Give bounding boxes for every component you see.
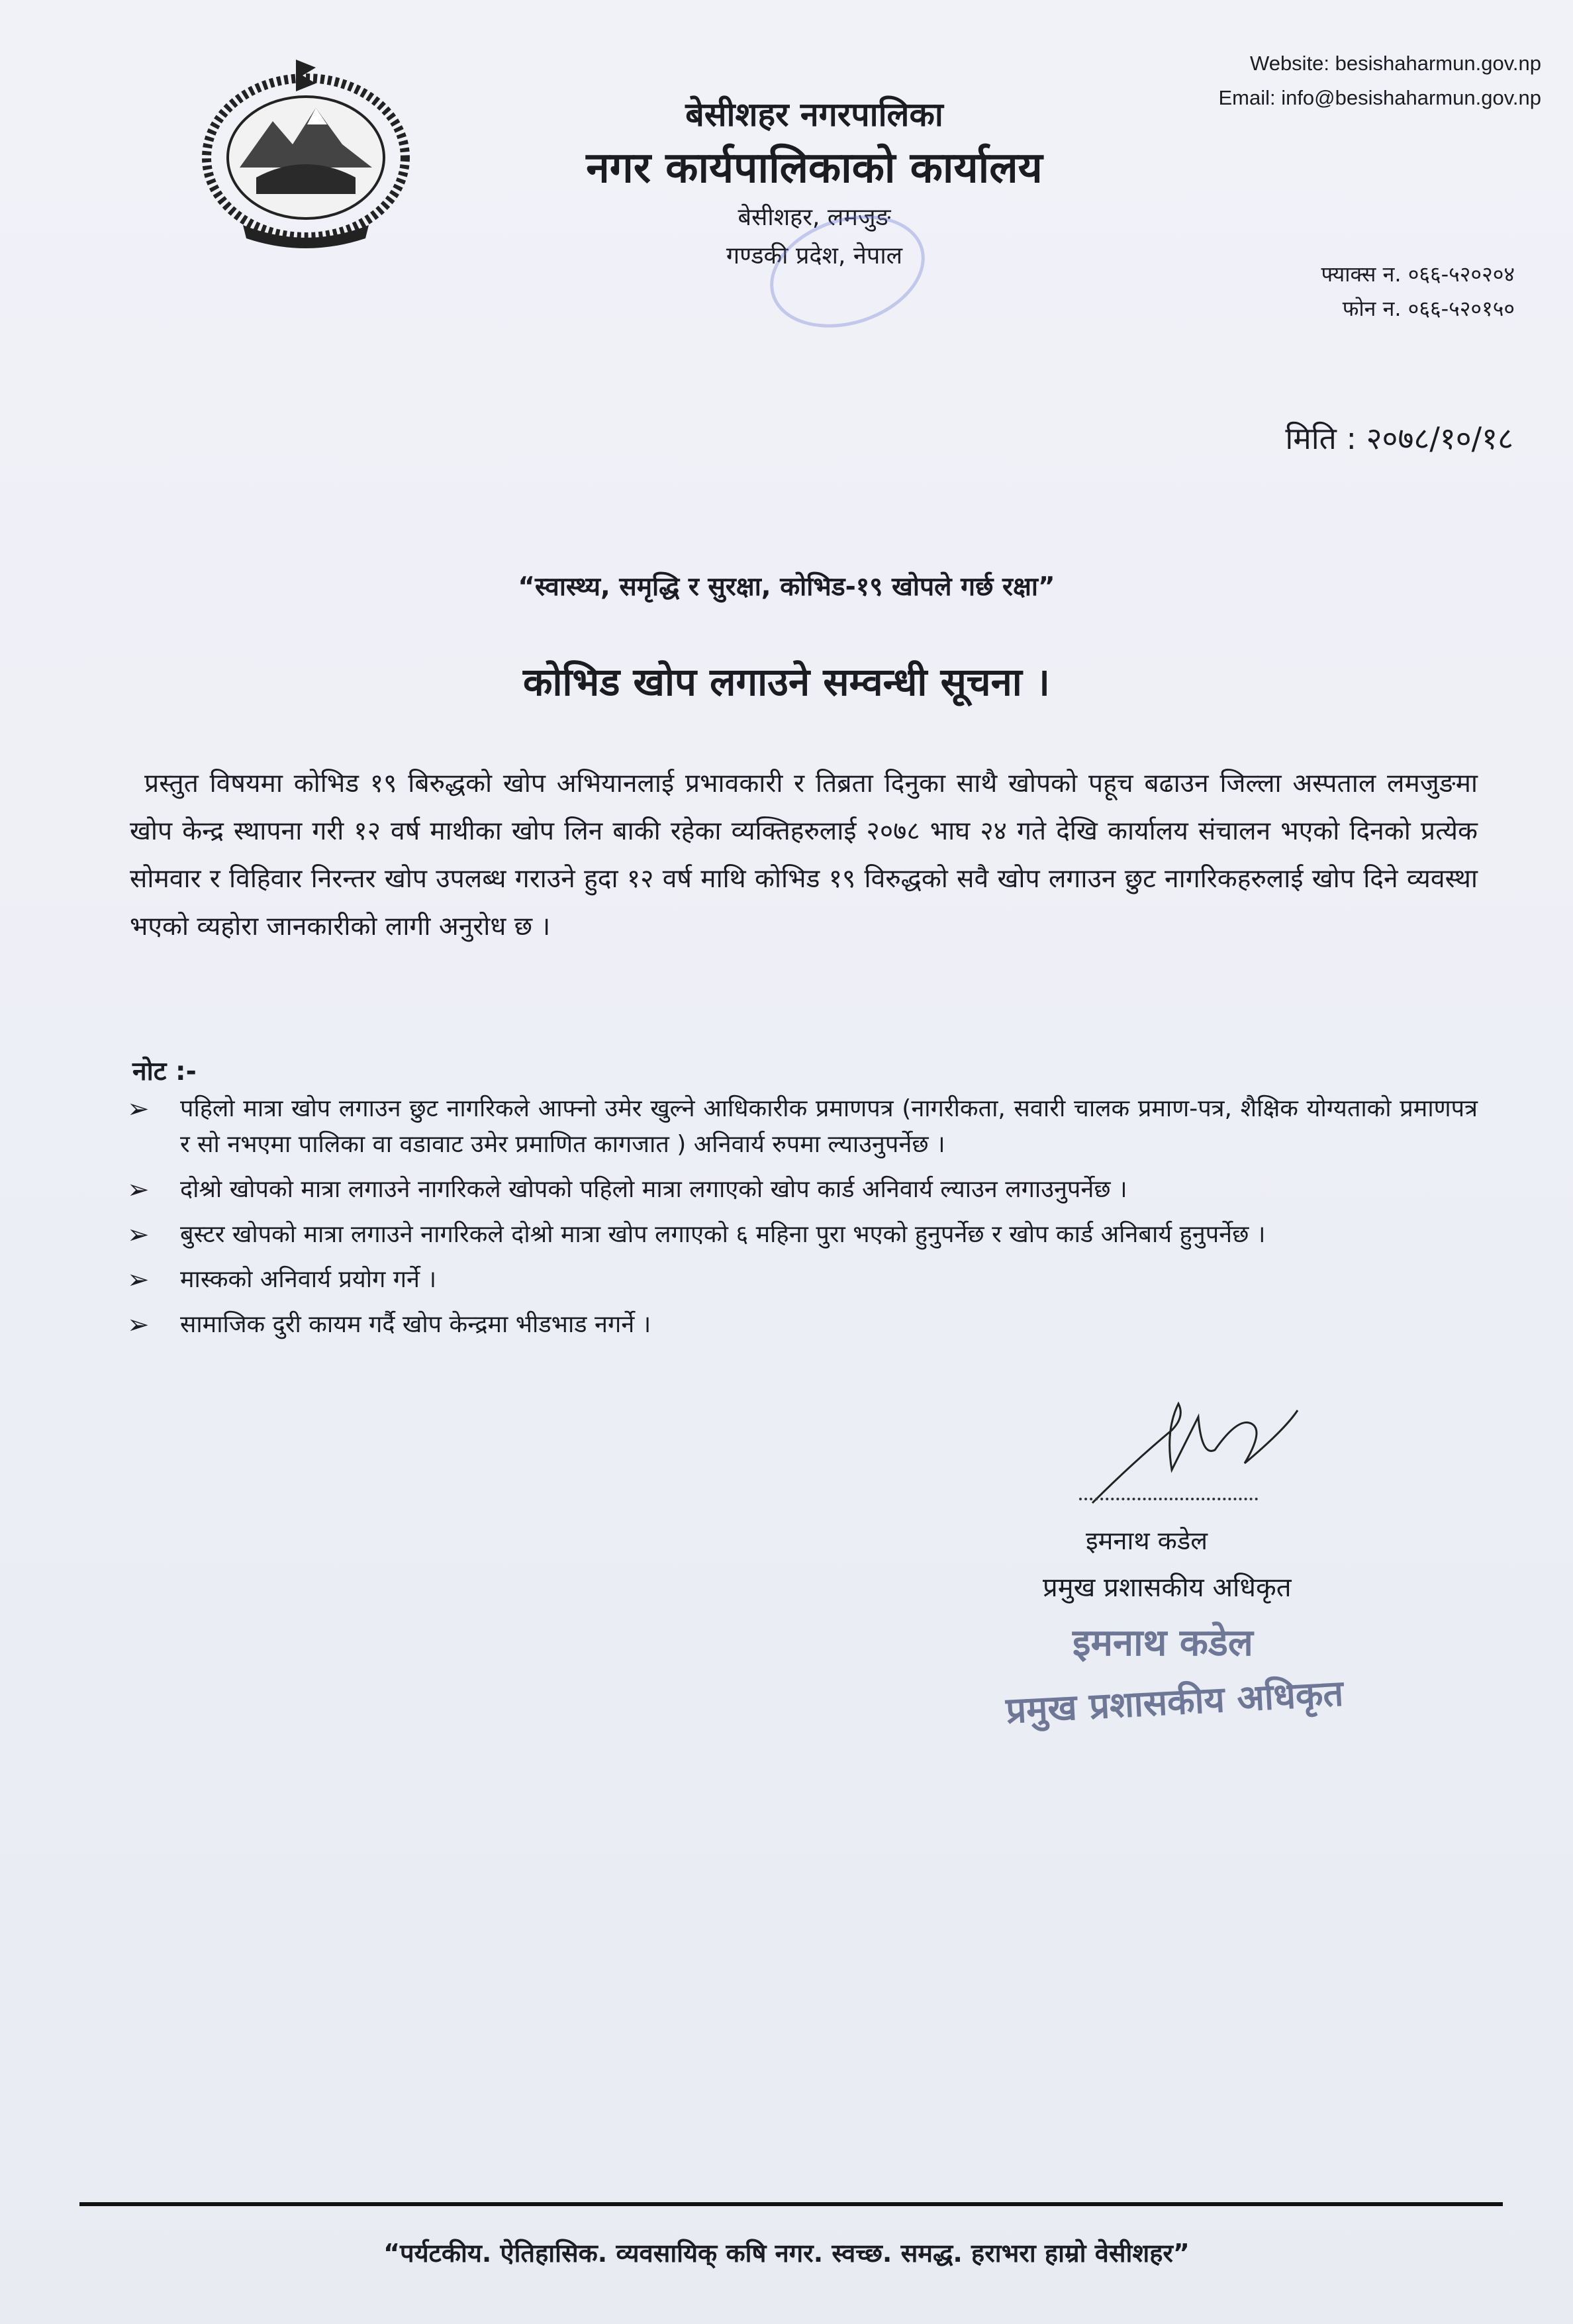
notice-subject: कोभिड खोप लगाउने सम्वन्धी सूचना ।	[522, 659, 1051, 704]
arrow-bullet-icon: ➢	[127, 1220, 150, 1250]
office-name: नगर कार्यपालिकाको कार्यालय	[586, 144, 1043, 193]
signature-line	[1079, 1498, 1258, 1500]
notice-body: प्रस्तुत विषयमा कोभिड १९ बिरुद्धको खोप अभियानलाई प्रभावकारी र तिब्रता दिनुका साथै खोपको पहूच बढाउन जिल्ला अस्पताल लमजुङमा खोप केन्द्र स्थापना गरी १२ वर्ष माथीका खोप लिन बाकी रहेका व्यक्तिहरुलाई २०७८ भाघ २४ गते देखि कार्यालय संचालन भएको दिनको प्रत्येक सोमवार र विहिवार निरन्तर खोप उपलब्ध गराउने हुदा १२ वर्ष माथि कोभिड १९ विरुद्धको सवै खोप लगाउन छुट नागरिकहरुलाई खोप दिने व्यवस्था भएको व्यहोरा जानकारीको लागी अनुरोध छ ।	[130, 769, 1478, 942]
note-item: ➢ बुस्टर खोपको मात्रा लगाउने नागरिकले दोश्रो मात्रा खोप लगाएको ६ महिना पुरा भएको हुनुपर्नेछ र खोप कार्ड अनिबार्य हुनुपर्नेछ ।	[127, 1217, 1478, 1253]
footer-motto: “पर्यटकीय. ऐतिहासिक. व्यवसायिक् कषि नगर. स्वच्छ. समद्ध. हराभरा हाम्रो वेसीशहर”	[383, 2239, 1190, 2268]
phone-number: फोन न. ०६६-५२०१५०	[1342, 296, 1515, 321]
address-line-1: बेसीशहर, लमजुङ	[738, 204, 891, 231]
stamp-name-text: इमनाथ कडेल	[1072, 1622, 1253, 1665]
arrow-bullet-icon: ➢	[127, 1310, 150, 1340]
signatory-name: इमनाथ कडेल	[1086, 1526, 1208, 1555]
handwritten-signature	[1086, 1390, 1304, 1510]
contact-info	[1218, 46, 1541, 115]
notes-list	[127, 1091, 1478, 1352]
note-item: ➢ पहिलो मात्रा खोप लगाउन छुट नागरिकले आफ्नो उमेर खुल्ने आधिकारीक प्रमाणपत्र (नागरीकता, सवारी चालक प्रमाण-पत्र, शैक्षिक योग्यताको प्रमाणपत्र र सो नभएमा पालिका वा वडावाट उमेर प्रमाणित कागजात ) अनिवार्य रुपमा ल्याउनुपर्नेछ ।	[127, 1091, 1478, 1163]
signatory-title: प्रमुख प्रशासकीय अधिकृत	[1043, 1573, 1292, 1603]
note-item: ➢ दोश्रो खोपको मात्रा लगाउने नागरिकले खोपको पहिलो मात्रा लगाएको खोप कार्ड अनिवार्य ल्याउन लगाउनुपर्नेछ ।	[127, 1172, 1478, 1208]
nepal-coat-of-arms-icon	[180, 52, 432, 250]
fax-number: फ्याक्स न. ०६६-५२०२०४	[1321, 262, 1515, 287]
notice-date: मिति : २०७८/१०/१८	[1285, 420, 1513, 456]
address-line-2: गण्डकी प्रदेश, नेपाल	[726, 242, 903, 269]
website-text: Website: besishaharmun.gov.np	[1250, 52, 1541, 75]
footer-rule	[79, 2202, 1503, 2206]
arrow-bullet-icon: ➢	[127, 1094, 150, 1124]
slogan: “स्वास्थ्य, समृद्धि र सुरक्षा, कोभिड-१९ खोपले गर्छ रक्षा”	[518, 572, 1055, 602]
note-heading: नोट :-	[132, 1057, 197, 1087]
note-item: ➢ सामाजिक दुरी कायम गर्दै खोप केन्द्रमा भीडभाड नगर्ने ।	[127, 1307, 1478, 1343]
stamp-title-text: प्रमुख प्रशासकीय अधिकृत	[1004, 1672, 1345, 1732]
arrow-bullet-icon: ➢	[127, 1265, 150, 1295]
email-text: Email: info@besishaharmun.gov.np	[1218, 86, 1541, 109]
note-item: ➢ मास्कको अनिवार्य प्रयोग गर्ने ।	[127, 1262, 1478, 1298]
official-name-stamp	[993, 1602, 1456, 1748]
municipality-name: बेसीशहर नगरपालिका	[685, 95, 943, 134]
fax-phone-block	[1321, 257, 1515, 326]
arrow-bullet-icon: ➢	[127, 1175, 150, 1205]
